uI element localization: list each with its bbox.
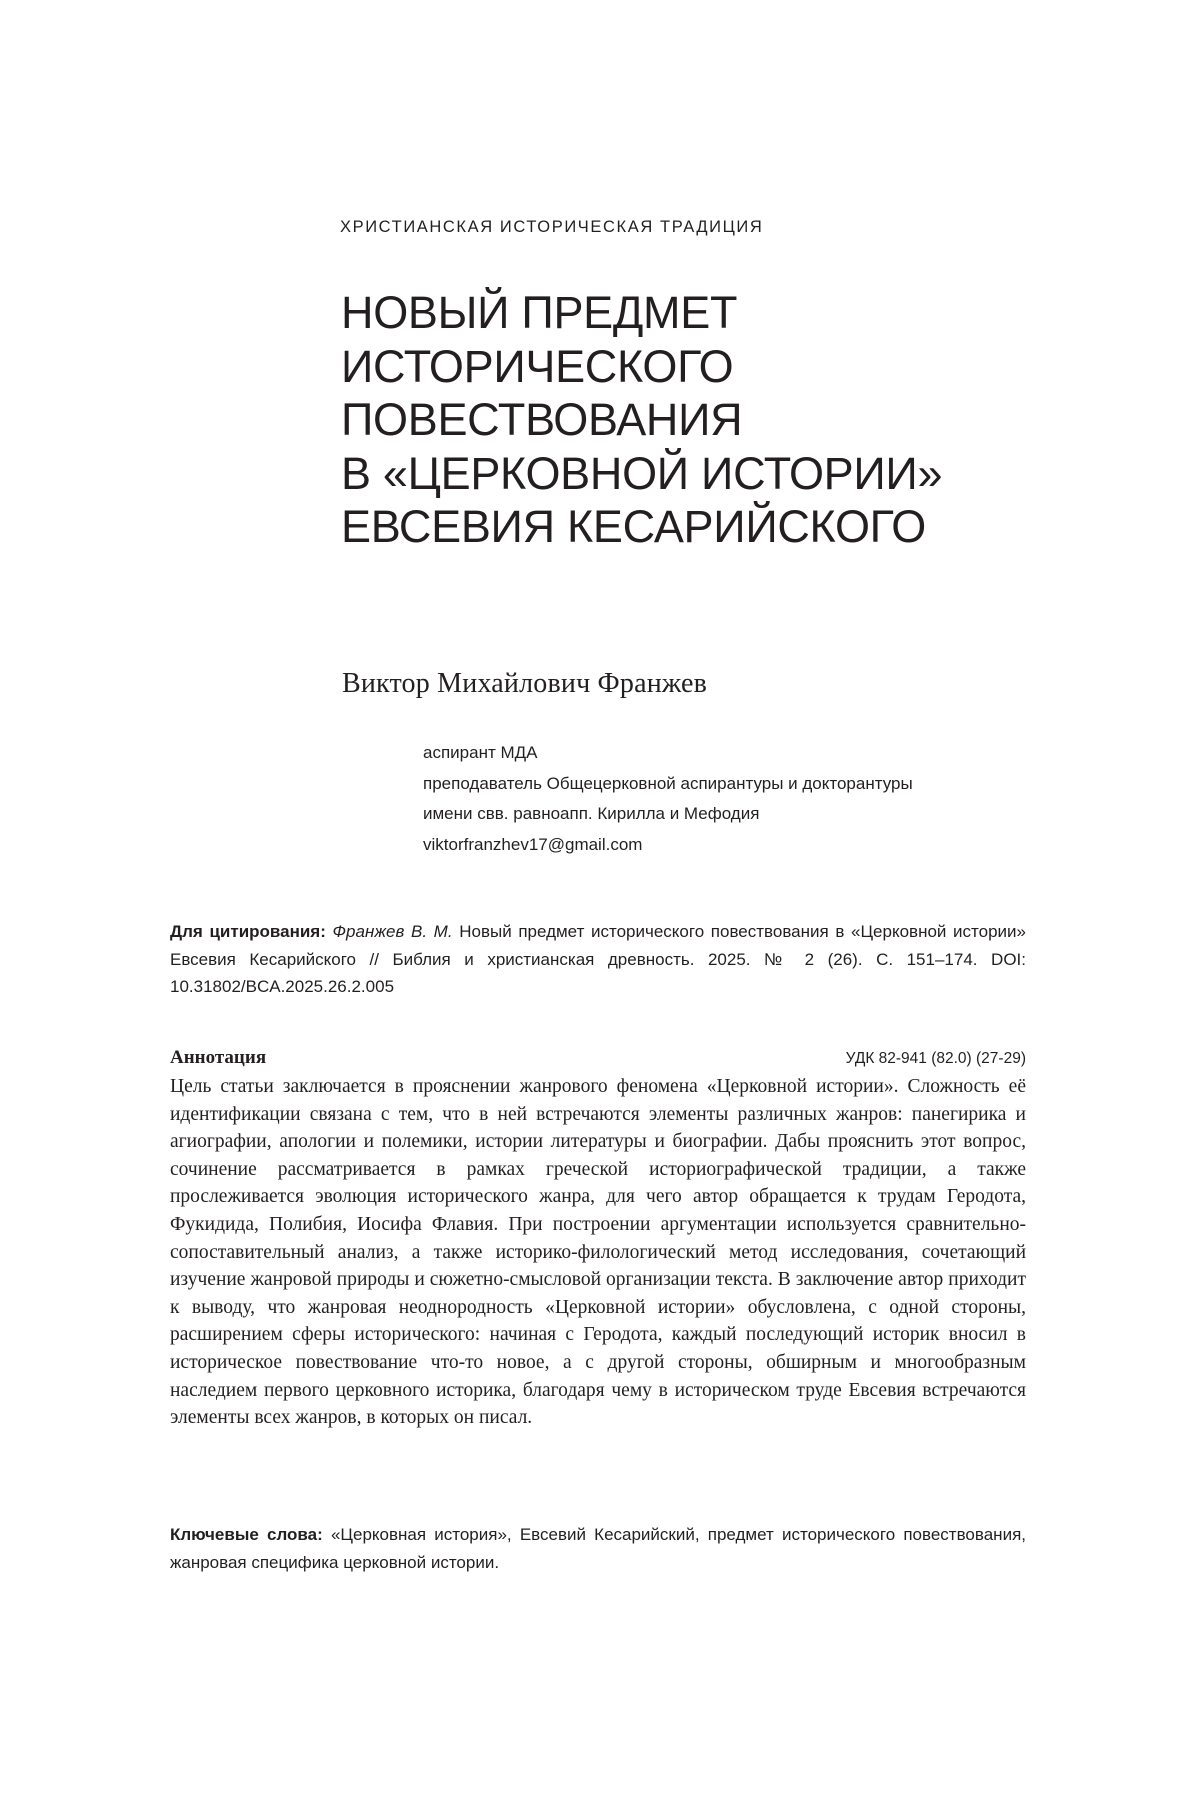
author-name: Виктор Михайлович Франжев: [342, 668, 708, 699]
article-title: [341, 286, 1061, 554]
keywords-text: «Церковная история», Евсевий Кесарийский, предмет исторического повествования, жанровая специфика церковной истории.: [170, 1525, 1026, 1572]
affiliation-role: преподаватель Общецерковной аспирантуры и докторантуры: [423, 773, 913, 793]
keywords-block: [170, 1521, 1026, 1576]
citation-label: Для цитирования:: [170, 922, 326, 941]
abstract-text: Цель статьи заключается в прояснении жанрового феномена «Церковной истории». Сложность её идентификации связана с тем, что в ней встречаются элементы различных жанров: панегирика и агиографии, апологии и полемики, истории литературы и биографии. Дабы прояснить этот вопрос, сочинение рассматривается в рамках греческой историографической традиции, а также прослеживается эволюция исторического жанра, для чего автор обращается к трудам Геродота, Фукидида, Полибия, Иосифа Флавия. При построении аргументации используется сравнительно-сопоставительный анализ, а также историко-филологический метод исследования, сочетающий изучение жанровой природы и сюжетно-смысловой организации текста. В заключение автор приходит к выводу, что жанровая неоднородность «Церковной истории» обусловлена, с одной стороны, расширением сферы исторического: начиная с Геродота, каждый последующий историк вносил в историческое повествование что-то новое, а с другой стороны, обширным и многообразным наследием первого церковного историка, благодаря чему в историческом труде Евсевия встречаются элементы всех жанров, в которых он писал.: [170, 1076, 1026, 1429]
title-line: ЕВСЕВИЯ КЕСАРИЙСКОГО: [341, 501, 926, 552]
keywords-label: Ключевые слова:: [170, 1525, 323, 1544]
affiliation-position: аспирант МДА: [423, 743, 538, 762]
title-line: НОВЫЙ ПРЕДМЕТ: [341, 287, 738, 338]
citation-text: Новый предмет исторического повествования в «Церковной истории» Евсевия Кесарийского // Библия и христианская древность. 2025. № 2 (26). С. 151–174. DOI: 10.31802/BCA.2025.26.2.005: [170, 922, 1026, 996]
title-line: В «ЦЕРКОВНОЙ ИСТОРИИ»: [341, 447, 943, 499]
citation-block: [170, 918, 1026, 1001]
abstract-header: [170, 1047, 1026, 1073]
author-email[interactable]: viktorfranzhev17@gmail.com: [423, 834, 643, 854]
affiliation-institution: имени свв. равноапп. Кирилла и Мефодия: [423, 804, 760, 823]
title-line: ПОВЕСТВОВАНИЯ: [341, 394, 743, 445]
section-label: ХРИСТИАНСКАЯ ИСТОРИЧЕСКАЯ ТРАДИЦИЯ: [340, 218, 764, 236]
abstract-heading: Аннотация: [170, 1047, 267, 1068]
author-affiliation: [423, 738, 913, 860]
udk-code: УДК 82-941 (82.0) (27-29): [845, 1050, 1026, 1067]
title-line: ИСТОРИЧЕСКОГО: [341, 340, 734, 392]
citation-authors: Франжев В. М.: [332, 922, 453, 941]
